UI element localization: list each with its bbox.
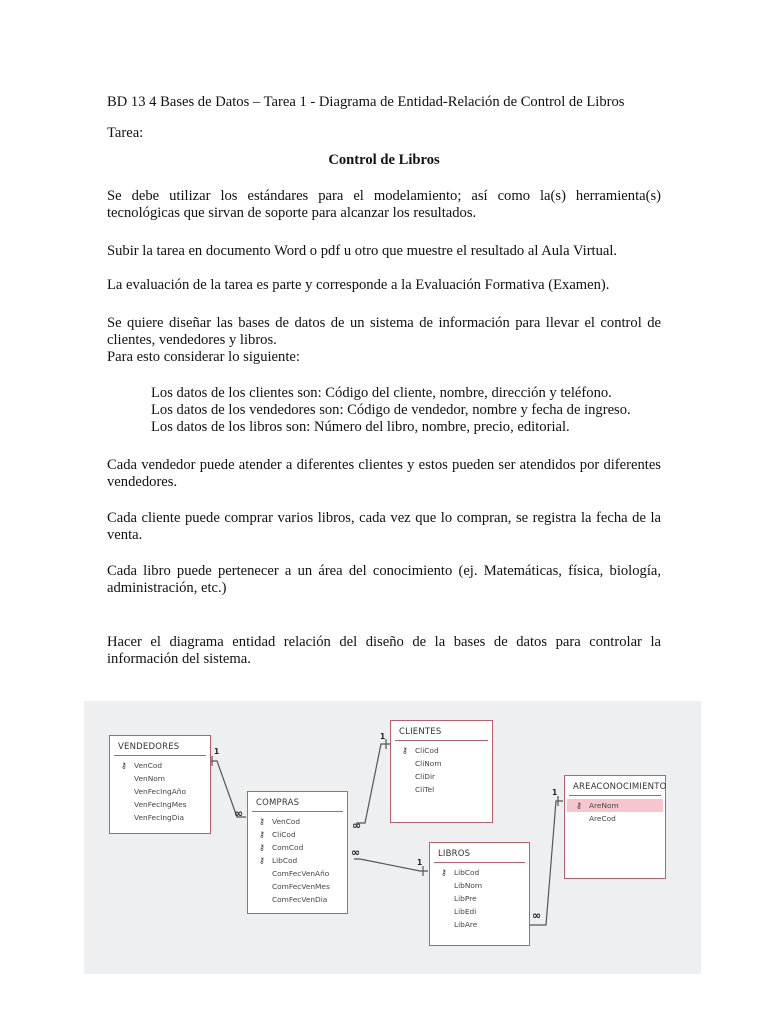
paragraph-instruction: Hacer el diagrama entidad relación del diseño de la bases de datos para controlar la información del sistema. <box>107 634 661 667</box>
field-key: ⚷ VenCod <box>121 761 163 770</box>
paragraph-standards: Se debe utilizar los estándares para el modelamiento; así como la(s) herramienta(s) tecnológicas que sirvan de soporte para alcanzar los resultados. <box>107 188 661 221</box>
paragraph-seller-rule: Cada vendedor puede atender a diferentes clientes y estos pueden ser atendidos por diferentes vendedores. <box>107 457 661 490</box>
paragraph-book-rule: Cada libro puede pertenecer a un área del conocimiento (ej. Matemáticas, física, biología, administración, etc.) <box>107 563 661 596</box>
paragraph-evaluation: La evaluación de la tarea es parte y corresponde a la Evaluación Formativa (Examen). <box>107 277 610 293</box>
key-icon: ⚷ <box>402 746 408 755</box>
document-heading: BD 13 4 Bases de Datos – Tarea 1 - Diagrama de Entidad-Relación de Control de Libros <box>107 94 625 110</box>
field-key: ⚷ CliCod <box>402 746 439 755</box>
table-vendedores[interactable] <box>109 735 211 834</box>
many-label-clientes: ∞ <box>352 819 362 832</box>
field-key: ⚷ CliCod <box>259 830 296 839</box>
field: VenFecIngDia <box>134 813 184 822</box>
key-icon: ⚷ <box>576 801 582 810</box>
document-title: Control de Libros <box>328 152 440 168</box>
tarea-label: Tarea: <box>107 125 144 141</box>
field: LibNom <box>454 881 483 890</box>
many-label-compras: ∞ <box>351 846 361 859</box>
field: CliDir <box>415 772 436 781</box>
field: LibAre <box>454 920 478 929</box>
key-icon: ⚷ <box>441 868 447 877</box>
paragraph-consider: Para esto considerar lo siguiente: <box>107 349 300 365</box>
paragraph-upload: Subir la tarea en documento Word o pdf u otro que muestre el resultado al Aula Virtual. <box>107 243 618 259</box>
link-area-libros <box>528 801 563 925</box>
bullet-sellers: Los datos de los vendedores son: Código de vendedor, nombre y fecha de ingreso. <box>151 402 631 418</box>
field: CliNom <box>415 759 442 768</box>
table-title: AREACONOCIMIENTO <box>573 782 667 792</box>
er-diagram <box>84 701 701 974</box>
many-label-vendedores: ∞ <box>234 807 244 820</box>
table-compras[interactable] <box>247 791 348 914</box>
paragraph-client-rule: Cada cliente puede comprar varios libros, cada vez que lo compran, se registra la fecha de la venta. <box>107 510 661 543</box>
table-title: LIBROS <box>438 849 471 859</box>
field: ComFecVenMes <box>272 882 330 891</box>
one-label-vendedores: 1 <box>214 747 220 756</box>
field: LibPre <box>454 894 477 903</box>
key-icon: ⚷ <box>259 856 265 865</box>
field: AreCod <box>589 814 616 823</box>
link-clientes-compras <box>356 744 390 823</box>
field: CliTel <box>415 785 435 794</box>
key-icon: ⚷ <box>259 817 265 826</box>
one-label-clientes: 1 <box>380 732 386 741</box>
field-key: ⚷ AreNom <box>567 799 663 812</box>
field: VenFecIngAño <box>134 787 186 796</box>
field-key: ⚷ ComCod <box>259 843 304 852</box>
field: VenNom <box>134 774 165 783</box>
table-areaconocimiento[interactable] <box>564 775 666 879</box>
table-libros[interactable] <box>429 842 530 946</box>
table-clientes[interactable] <box>390 720 493 823</box>
field-key: ⚷ LibCod <box>259 856 298 865</box>
table-title: VENDEDORES <box>118 742 180 752</box>
one-label-libros: 1 <box>417 858 423 867</box>
key-icon: ⚷ <box>259 843 265 852</box>
table-title: COMPRAS <box>256 798 300 808</box>
field-key: ⚷ LibCod <box>441 868 480 877</box>
field-key: ⚷ VenCod <box>259 817 301 826</box>
field: ComFecVenDia <box>272 895 328 904</box>
key-icon: ⚷ <box>121 761 127 770</box>
field: VenFecIngMes <box>134 800 187 809</box>
key-icon: ⚷ <box>259 830 265 839</box>
one-label-area: 1 <box>552 788 558 797</box>
field: ComFecVenAño <box>272 869 330 878</box>
paragraph-design: Se quiere diseñar las bases de datos de un sistema de información para llevar el control de clientes, vendedores y libros. <box>107 315 661 348</box>
bullet-books: Los datos de los libros son: Número del libro, nombre, precio, editorial. <box>151 419 570 435</box>
bullet-clients: Los datos de los clientes son: Código del cliente, nombre, dirección y teléfono. <box>151 385 612 401</box>
many-label-libros: ∞ <box>532 909 542 922</box>
field: LibEdi <box>454 907 477 916</box>
table-title: CLIENTES <box>399 727 442 737</box>
